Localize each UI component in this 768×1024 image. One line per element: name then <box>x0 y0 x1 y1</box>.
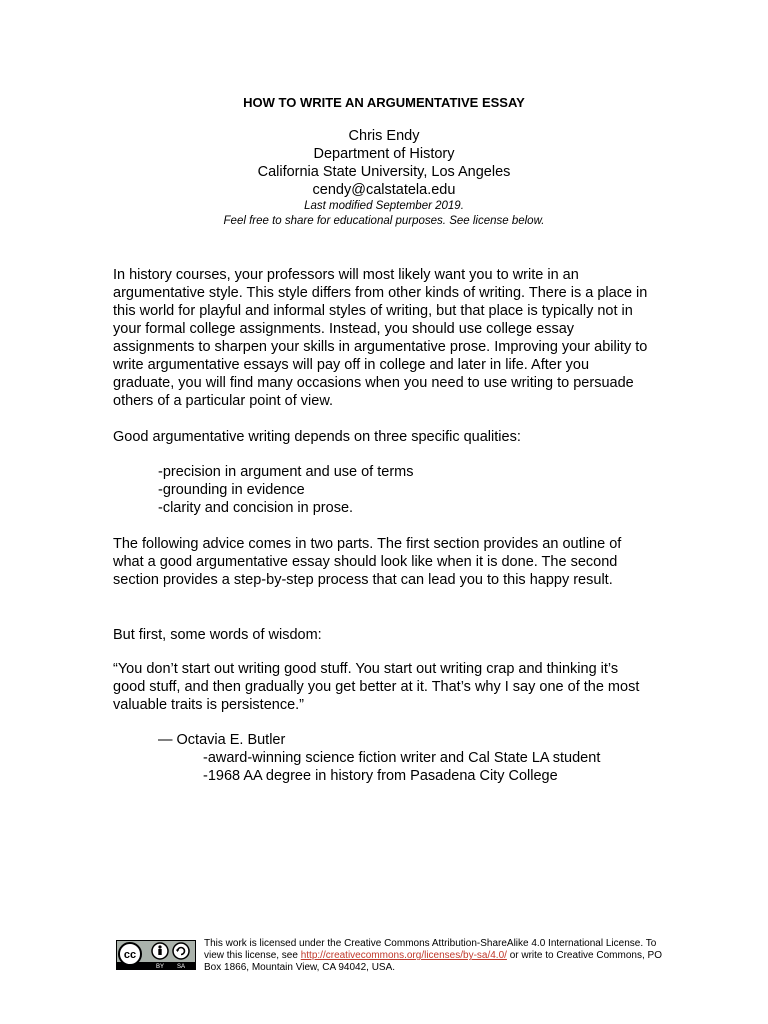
author-block <box>0 127 768 199</box>
author-name: Chris Endy <box>348 128 420 144</box>
license-text <box>204 938 664 974</box>
license-text-before: This work is licensed under the Creative Commons Attribution-ShareAlike 4.0 International License. To view this license, see <box>204 938 657 961</box>
list-item: -precision in argument and use of terms <box>158 464 414 480</box>
license-text-after: or write to Creative Commons, PO Box 1866, Mountain View, CA 94042, USA. <box>204 950 662 973</box>
intro-paragraph: In history courses, your professors will most likely want you to write in an argumentative style. This style differs from other kinds of writing. There is a place in this world for playful and informal styles of writing, but that place is typically not in your formal college assignments. Instead, you should use college essay assignments to sharpen your skills in argumentative prose. Improving your ability to write argumentative essays will pay off in college and later in life. After you graduate, you will find many occasions when you need to use writing to persuade others of a particular point of view. <box>113 267 648 409</box>
quote-paragraph: “You don’t start out writing good stuff. You start out writing crap and thinking it’s good stuff, and then gradually you get better at it. That’s why I say one of the most valuable traits is persistence.” <box>113 661 640 713</box>
author-email: cendy@calstatela.edu <box>312 182 456 198</box>
advice-paragraph: The following advice comes in two parts. The first section provides an outline of what a good argumentative essay should look like when it is done. The second section provides a step-by-step process that can lead you to this happy result. <box>113 536 622 588</box>
list-item: -clarity and concision in prose. <box>158 500 354 516</box>
author-department: Department of History <box>313 146 455 162</box>
author-university: California State University, Los Angeles <box>257 164 511 180</box>
cc-badge-label: cc <box>123 949 137 961</box>
attribution-line: -award-winning science fiction writer and Cal State LA student <box>203 750 601 766</box>
document-notes <box>0 199 768 229</box>
document-title: HOW TO WRITE AN ARGUMENTATIVE ESSAY <box>243 95 525 110</box>
cc-by-sa-badge-icon <box>116 940 196 970</box>
attribution-name: — Octavia E. Butler <box>158 732 286 748</box>
license-footer <box>116 940 676 980</box>
share-note: Feel free to share for educational purposes. See license below. <box>223 215 545 227</box>
wisdom-intro: But first, some words of wisdom: <box>113 627 322 643</box>
license-link[interactable]: http://creativecommons.org/licenses/by-sa/4.0/ <box>300 950 507 961</box>
sa-badge-label: SA <box>176 964 186 970</box>
by-badge-label: BY <box>155 964 165 970</box>
qualities-list <box>158 463 414 517</box>
quote-attribution <box>158 731 600 785</box>
qualities-intro: Good argumentative writing depends on three specific qualities: <box>113 429 521 445</box>
attribution-line: -1968 AA degree in history from Pasadena City College <box>203 768 558 784</box>
last-modified-note: Last modified September 2019. <box>304 200 464 212</box>
list-item: -grounding in evidence <box>158 482 305 498</box>
